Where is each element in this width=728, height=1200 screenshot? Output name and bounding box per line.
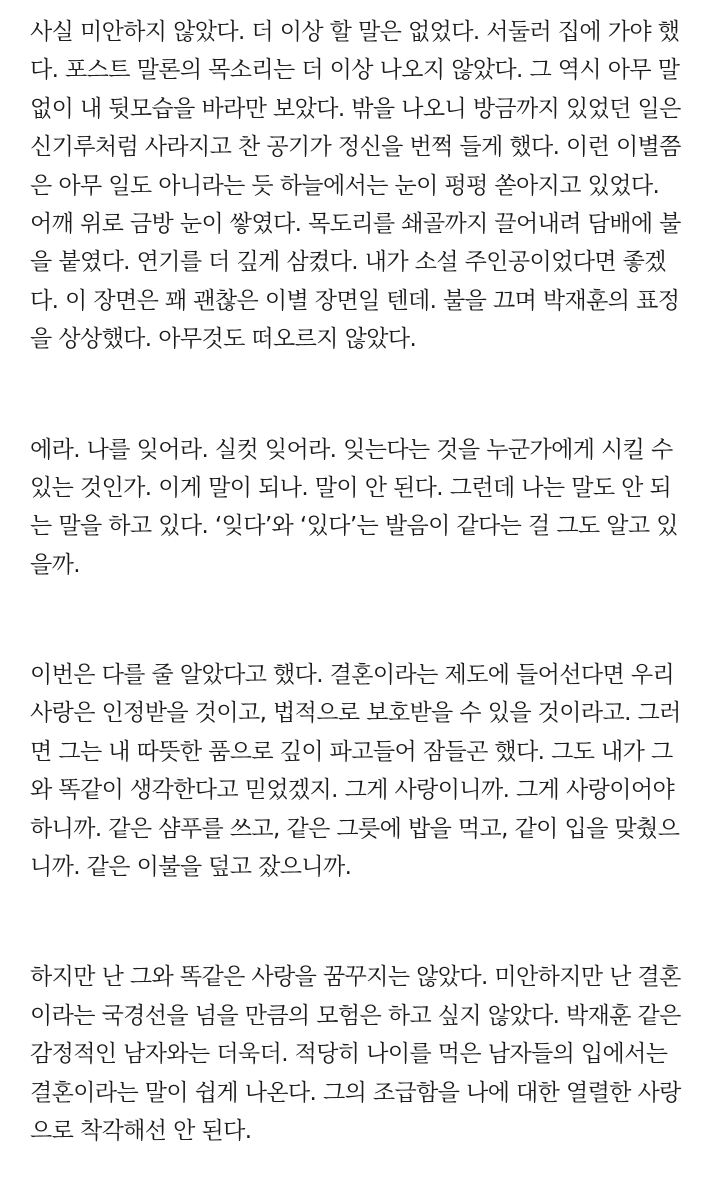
text-line: 니까. 같은 이불을 덮고 잤으니까.	[30, 854, 352, 881]
text-line: 감정적인 남자와는 더욱더. 적당히 나이를 먹은 남자들의 입에서는	[30, 1041, 668, 1068]
text-line: 에라. 나를 잊어라. 실컷 잊어라. 잊는다는 것을 누군가에게 시킬 수	[30, 436, 673, 463]
paragraph-gap	[30, 584, 728, 656]
text-line: 사랑은 인정받을 것이고, 법적으로 보호받을 수 있을 것이라고. 그러	[30, 700, 681, 727]
paragraph-1	[30, 13, 728, 359]
paragraph-3	[30, 656, 728, 886]
text-line: 다. 포스트 말론의 목소리는 더 이상 나오지 않았다. 그 역시 아무 말	[30, 57, 680, 84]
text-line: 결혼이라는 말이 쉽게 나온다. 그의 조급함을 나에 대한 열렬한 사랑	[30, 1079, 681, 1106]
text-line: 이번은 다를 줄 알았다고 했다. 결혼이라는 제도에 들어선다면 우리	[30, 662, 675, 689]
text-line: 있는 것인가. 이게 말이 되나. 말이 안 된다. 그런데 나는 말도 안 되	[30, 474, 672, 501]
paragraph-gap	[30, 886, 728, 958]
text-line: 으로 착각해선 안 된다.	[30, 1117, 252, 1144]
text-line: 하니까. 같은 샴푸를 쓰고, 같은 그릇에 밥을 먹고, 같이 입을 맞췄으	[30, 815, 680, 842]
text-line: 어깨 위로 금방 눈이 쌓였다. 목도리를 쇄골까지 끌어내려 담배에 불	[30, 210, 681, 237]
text-line: 은 아무 일도 아니라는 듯 하늘에서는 눈이 펑펑 쏟아지고 있었다.	[30, 172, 660, 199]
text-line: 사실 미안하지 않았다. 더 이상 할 말은 없었다. 서둘러 집에 가야 했	[30, 19, 680, 45]
text-line: 와 똑같이 생각한다고 믿었겠지. 그게 사랑이니까. 그게 사랑이어야	[30, 777, 675, 804]
paragraph-4	[30, 958, 728, 1150]
text-line: 하지만 난 그와 똑같은 사랑을 꿈꾸지는 않았다. 미안하지만 난 결혼	[30, 964, 681, 991]
text-line: 없이 내 뒷모습을 바라만 보았다. 밖을 나오니 방금까지 있었던 일은	[30, 95, 681, 122]
text-line: 면 그는 내 따뜻한 품으로 깊이 파고들어 잠들곤 했다. 그도 내가 그	[30, 738, 673, 765]
text-line: 는 말을 하고 있다. ‘잊다’와 ‘있다’는 발음이 같다는 걸 그도 알고 있	[30, 513, 678, 540]
text-line: 다. 이 장면은 꽤 괜찮은 이별 장면일 텐데. 불을 끄며 박재훈의 표정	[30, 287, 680, 314]
text-line: 을 붙였다. 연기를 더 깊게 삼켰다. 내가 소설 주인공이었다면 좋겠	[30, 249, 666, 276]
paragraph-2	[30, 431, 728, 585]
text-line: 신기루처럼 사라지고 찬 공기가 정신을 번쩍 들게 했다. 이런 이별쯤	[30, 134, 681, 161]
text-line: 을 상상했다. 아무것도 떠오르지 않았다.	[30, 326, 417, 353]
paragraph-gap	[30, 359, 728, 431]
text-line: 이라는 국경선을 넘을 만큼의 모험은 하고 싶지 않았다. 박재훈 같은	[30, 1002, 681, 1029]
text-line: 을까.	[30, 551, 80, 578]
